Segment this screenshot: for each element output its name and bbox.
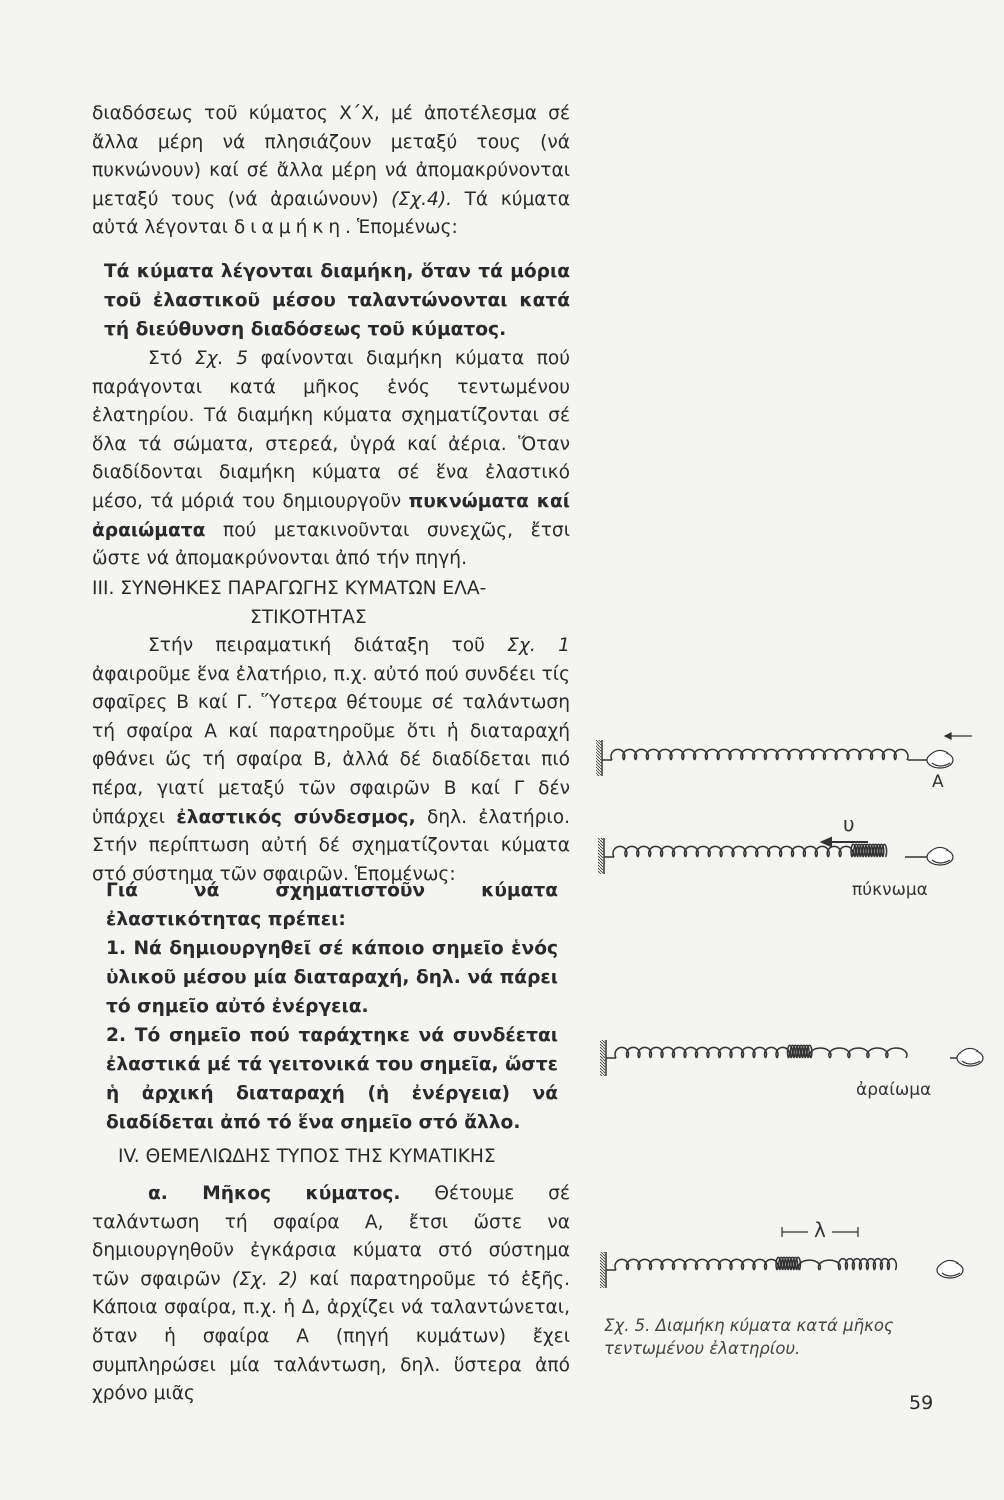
label-rarefaction: ἀραίωμα xyxy=(856,1080,932,1100)
spring-compression xyxy=(598,838,928,874)
label-velocity: υ xyxy=(843,812,855,836)
hand-icon xyxy=(927,750,953,768)
intro-paragraph: διαδόσεως τοῦ κύματος Χ΄Χ, μέ ἀποτέλεσμα σέ ἄλλα μέρη νά πλησιάζουν μεταξύ τους (νά πυκνώνουν) καί σέ ἄλλα μέρη νά ἀπομακρύνονται μεταξύ τους (νά ἀραιώνουν) (Σχ.4). Τά κύματα αὐτά λέγονται διαμήκη. Ἑπομένως: xyxy=(92,103,570,239)
figure5-paragraph: Στό Σχ. 5 φαίνονται διαμήκη κύματα πού παράγονται κατά μῆκος ἑνός τεντωμένου ἐλατηρίου. Τά διαμήκη κύματα σχηματίζονται σέ ὅλα τά σώματα, στερεά, ὑγρά καί ἀέρια. Ὅταν διαδίδονται διαμήκη κύματα σέ ἕνα ἐλαστικό μέσο, τά μόριά του δημιουργοῦν πυκνώματα καί ἀραιώματα πού μετακινοῦνται συνεχῶς, ἔτσι ὥστε νά ἀπομακρύνονται ἀπό τήν πηγή. xyxy=(92,348,570,570)
hand-icon xyxy=(937,1260,963,1278)
section4-title: IV. ΘΕΜΕΛΙΩΔΗΣ ΤΥΠΟΣ ΤΗΣ ΚΥΜΑΤΙΚΗΣ xyxy=(118,1146,496,1167)
figure5-caption: Σχ. 5. Διαμήκη κύματα κατά μῆκος τεντωμένου ἐλατηρίου. xyxy=(604,1316,894,1358)
page-number: 59 xyxy=(909,1392,934,1414)
hand-icon xyxy=(927,847,953,865)
section3-title: ΙΙΙ. ΣΥΝΘΗΚΕΣ ΠΑΡΑΓΩΓΗΣ ΚΥΜΑΤΩΝ ΕΛΑ- ΣΤΙΚΟΤΗΤΑΣ xyxy=(92,578,487,628)
definition-longitudinal: Τά κύματα λέγονται διαμήκη, ὅταν τά μόρια τοῦ ἐλαστικοῦ μέσου ταλαντώνονται κατά τή διεύθυνση διαδόσεως τοῦ κύματος. xyxy=(104,261,570,340)
label-lambda: λ xyxy=(814,1218,826,1242)
section3-paragraph: Στήν πειραματική διάταξη τοῦ Σχ. 1 ἀφαιροῦμε ἕνα ἐλατήριο, π.χ. αὐτό πού συνδέει τίς σφαῖρες Β καί Γ. Ὕστερα θέτουμε σέ ταλάντωση τή σφαίρα Α καί παρατηροῦμε ὅτι ἡ διαταραχή φθάνει ὥς τή σφαίρα Β, ἀλλά δέ διαδίδεται πιό πέρα, γιατί μεταξύ τῶν σφαιρῶν Β καί Γ δέν ὑπάρχει ἐλαστικός σύνδεσμος, δηλ. ἐλατήριο. Στήν περίπτωση αὐτή δέ σχηματίζονται κύματα στό σύστημα τῶν σφαιρῶν. Ἑπομένως: xyxy=(92,635,571,885)
hand-icon xyxy=(957,1048,983,1066)
label-A: Α xyxy=(932,772,944,792)
spring-at-rest xyxy=(596,740,928,776)
spring-rarefaction xyxy=(600,1040,958,1076)
condition-1: 1. Νά δημιουργηθεῖ σέ κάποιο σημεῖο ἑνός ὑλικοῦ μέσου μία διαταραχή, δηλ. νά πάρει τό σημεῖο αὐτό ἐνέργεια. xyxy=(106,938,558,1017)
conditions-intro: Γιά νά σχηματιστοῦν κύματα ἐλαστικότητας πρέπει: xyxy=(106,880,558,930)
condition-2: 2. Τό σημεῖο πού ταράχτηκε νά συνδέεται ἐλαστικά μέ τά γειτονικά του σημεῖα, ὥστε ἡ ἀρχική διαταραχή (ἡ ἐνέργεια) νά διαδίδεται ἀπό τό ἕνα σημεῖο στό ἄλλο. xyxy=(106,1025,558,1133)
arrow-left-icon xyxy=(945,733,972,739)
section4-paragraph: α. Μῆκος κύματος. Θέτουμε σέ ταλάντωση τή σφαίρα Α, ἔτσι ὥστε να δημιουργηθοῦν ἐγκάρσια κύματα στό σύστημα τῶν σφαιρῶν (Σχ. 2) καί παρατηροῦμε τό ἑξῆς. Κάποια σφαίρα, π.χ. ἡ Δ, ἀρχίζει νά ταλαντώνεται, ὅταν ἡ σφαίρα Α (πηγή κυμάτων) ἔχει συμπληρώσει μία ταλάντωση, δηλ. ὕστερα ἀπό χρόνο μιᾶς xyxy=(92,1183,571,1405)
label-compression: πύκνωμα xyxy=(852,880,928,900)
spring-wavelength xyxy=(600,1252,896,1288)
